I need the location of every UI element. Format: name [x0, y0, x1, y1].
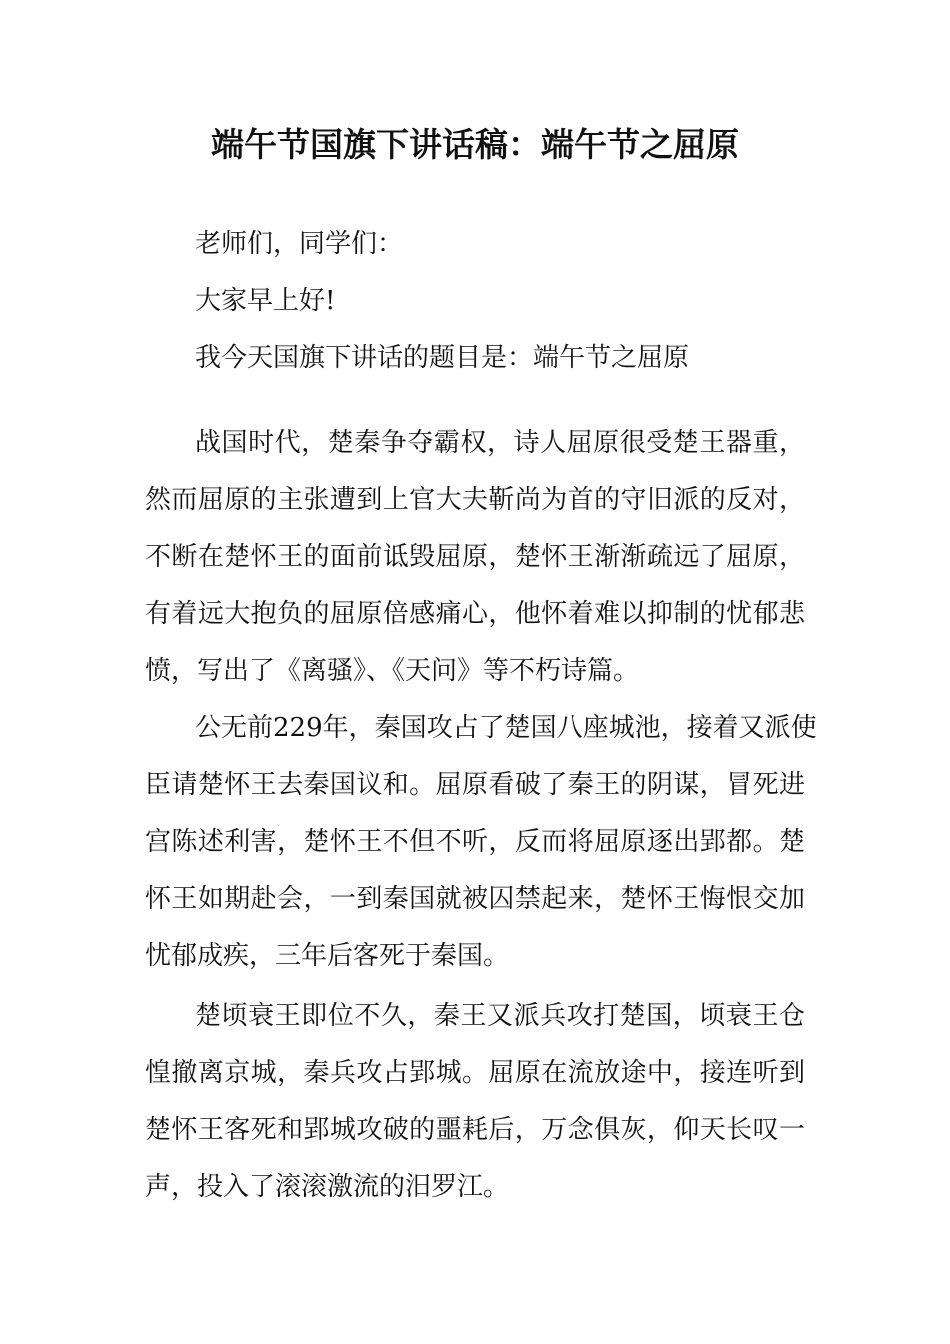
paragraph-line: 宫陈述利害，楚怀王不但不听，反而将屈原逐出郢都。楚 [145, 827, 805, 857]
paragraph-line: 声，投入了滚滚激流的汨罗江。 [145, 1172, 510, 1202]
paragraph-line: 然而屈原的主张遭到上官大夫靳尚为首的守旧派的反对， [145, 485, 805, 515]
paragraph-line: 怀王如期赴会，一到秦国就被囚禁起来，楚怀王悔恨交加 [145, 884, 805, 914]
paragraph-line: 楚怀王客死和郢城攻破的噩耗后，万念俱灰，仰天长叹一 [145, 1115, 805, 1145]
paragraph-line: 不断在楚怀王的面前诋毁屈原，楚怀王渐渐疏远了屈原， [145, 542, 805, 572]
paragraph-line: 有着远大抱负的屈原倍感痛心，他怀着难以抑制的忧郁悲 [145, 599, 805, 629]
paragraph-line: 惶撤离京城，秦兵攻占郢城。屈原在流放途中，接连听到 [145, 1058, 805, 1088]
paragraph [145, 330, 805, 387]
paragraph-line: 老师们，同学们： [195, 229, 404, 259]
paragraph-line: 臣请楚怀王去秦国议和。屈原看破了秦王的阴谋，冒死进 [145, 770, 805, 800]
paragraph-line: 我今天国旗下讲话的题目是：端午节之屈原 [195, 343, 690, 373]
document-title: 端午节国旗下讲话稿：端午节之屈原 [211, 125, 739, 164]
paragraph-line: 战国时代，楚秦争夺霸权，诗人屈原很受楚王器重， [195, 428, 805, 458]
paragraph [145, 700, 817, 985]
paragraph [145, 273, 805, 330]
paragraph-line: 忧郁成疾，三年后客死于秦国。 [145, 941, 510, 971]
paragraph-line: 楚顷衰王即位不久，秦王又派兵攻打楚国，顷衰王仓 [195, 1001, 805, 1031]
paragraph [145, 415, 805, 700]
paragraph [145, 216, 805, 273]
paragraph-line: 公无前229年，秦国攻占了楚国八座城池，接着又派使 [195, 713, 817, 743]
paragraph-line: 大家早上好! [195, 286, 336, 316]
paragraph [145, 988, 805, 1216]
paragraph-line: 愤，写出了《离骚》、《天问》等不朽诗篇。 [145, 656, 640, 686]
